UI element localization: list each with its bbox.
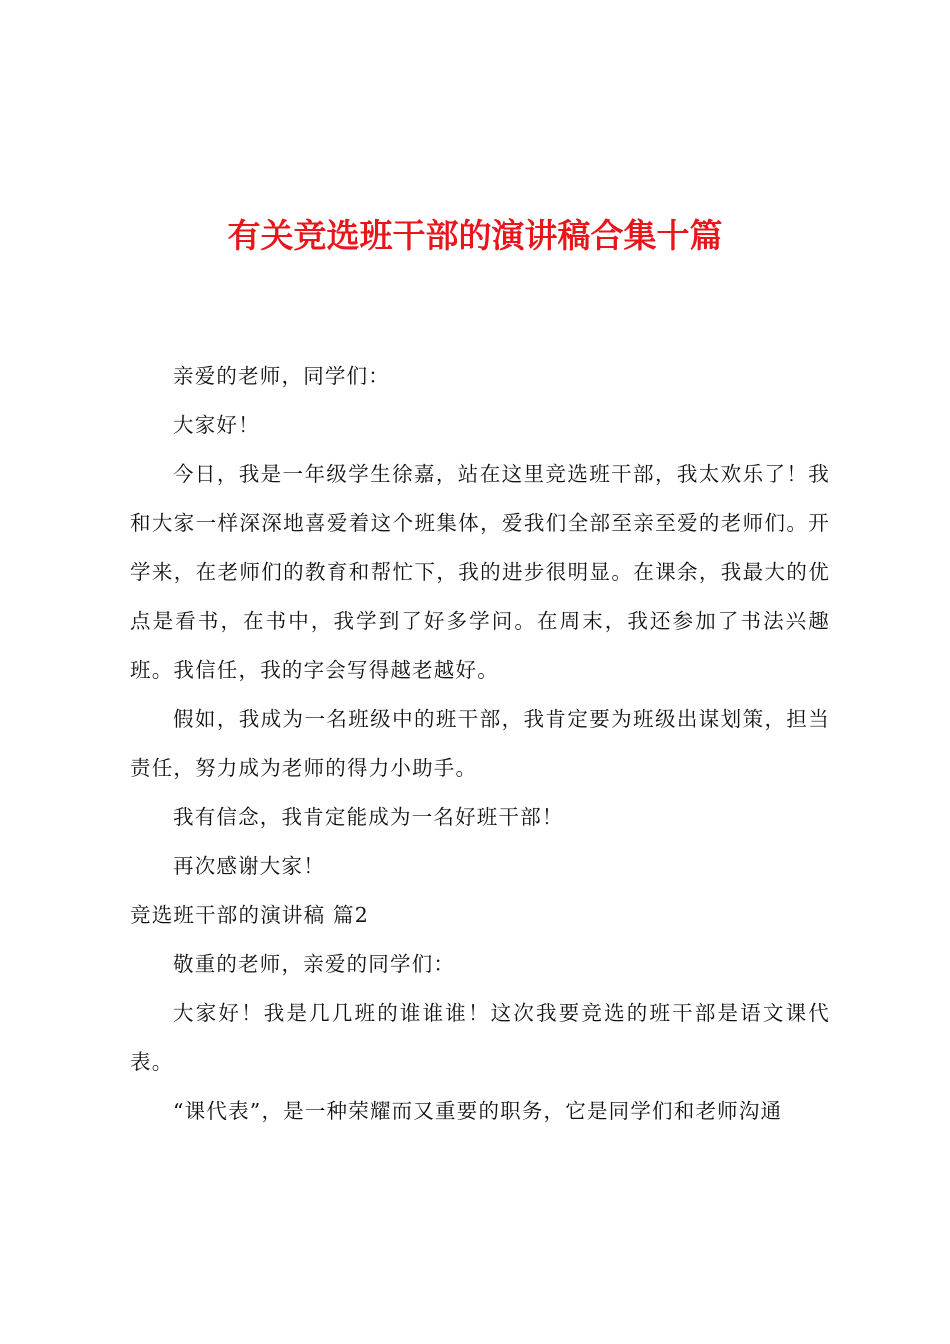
paragraph-greeting: 亲爱的老师，同学们：	[173, 364, 390, 388]
section-2-introduction: 大家好！我是几几班的谁谁谁！这次我要竞选的班干部是语文课代表。	[130, 1001, 830, 1074]
paragraph-confidence: 我有信念，我肯定能成为一名好班干部！	[173, 805, 564, 829]
paragraph-hello: 大家好！	[173, 413, 260, 437]
document-body	[130, 352, 830, 1136]
paragraph-thanks: 再次感谢大家！	[173, 854, 325, 878]
document-title: 有关竞选班干部的演讲稿合集十篇	[227, 216, 723, 255]
section-2-role-description: “课代表”，是一种荣耀而又重要的职务，它是同学们和老师沟通	[173, 1099, 783, 1123]
paragraph-introduction: 今日，我是一年级学生徐嘉，站在这里竞选班干部，我太欢乐了！我和大家一样深深地喜爱着这个班集体，爱我们全部至亲至爱的老师们。开学来，在老师们的教育和帮忙下，我的进步很明显。在课余，我最大的优点是看书，在书中，我学到了好多学问。在周末，我还参加了书法兴趣班。我信任，我的字会写得越老越好。	[130, 462, 830, 682]
section-2-heading: 竞选班干部的演讲稿 篇2	[130, 903, 369, 927]
section-2-greeting: 敬重的老师，亲爱的同学们：	[173, 952, 456, 976]
paragraph-promise: 假如，我成为一名班级中的班干部，我肯定要为班级出谋划策，担当责任，努力成为老师的得力小助手。	[130, 707, 830, 780]
